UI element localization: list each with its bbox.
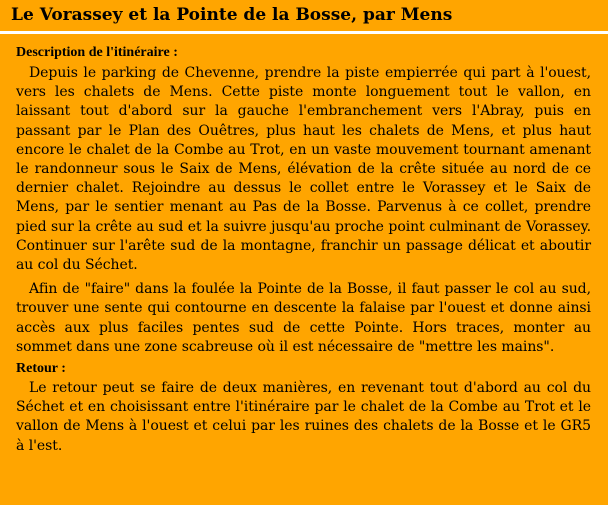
page-title: Le Vorassey et la Pointe de la Bosse, par Mens xyxy=(11,5,453,25)
retour-heading: Retour : xyxy=(16,361,66,377)
description-heading: Description de l'itinéraire : xyxy=(16,45,178,60)
title-separator xyxy=(0,31,608,34)
retour-paragraph: Le retour peut se faire de deux manières, en revenant tout d'abord au col du Séchet et en choisissant entre l'itinéraire par le chalet de la Combe au Trot et le vallon de Mens à l'ouest et celui par les ruines des chalets de la Bosse et le GR5 à l'est. xyxy=(16,380,591,454)
description-paragraph-1: Depuis le parking de Chevenne, prendre la piste empierrée qui part à l'ouest, vers les chalets de Mens. Cette piste monte longuement tout le vallon, en laissant tout d'abord sur la gauche l'embranchement vers l'Abray, puis en passant par le Plan des Ouêtres, plus haut les chalets de Mens, et plus haut encore le chalet de la Combe au Trot, en un vaste mouvement tournant amenant le randonneur sous le Saix de Mens, élévation de la crête située au nord de ce dernier chalet. Rejoindre au dessus le collet entre le Vorassey et le Saix de Mens, par le sentier menant au Pas de la Bosse. Parvenus à ce collet, prendre pied sur la crête au sud et la suivre jusqu'au proche point culminant de Vorassey. Continuer sur l'arête sud de la montagne, franchir un passage délicat et aboutir au col du Séchet. xyxy=(16,65,591,274)
description-paragraph-2: Afin de "faire" dans la foulée la Pointe de la Bosse, il faut passer le col au sud, trouver une sente qui contourne en descente la falaise par l'ouest et donne ainsi accès aux plus faciles pentes sud de cette Pointe. Hors traces, monter au sommet dans une zone scabreuse où il est nécessaire de "mettre les mains". xyxy=(16,281,591,355)
